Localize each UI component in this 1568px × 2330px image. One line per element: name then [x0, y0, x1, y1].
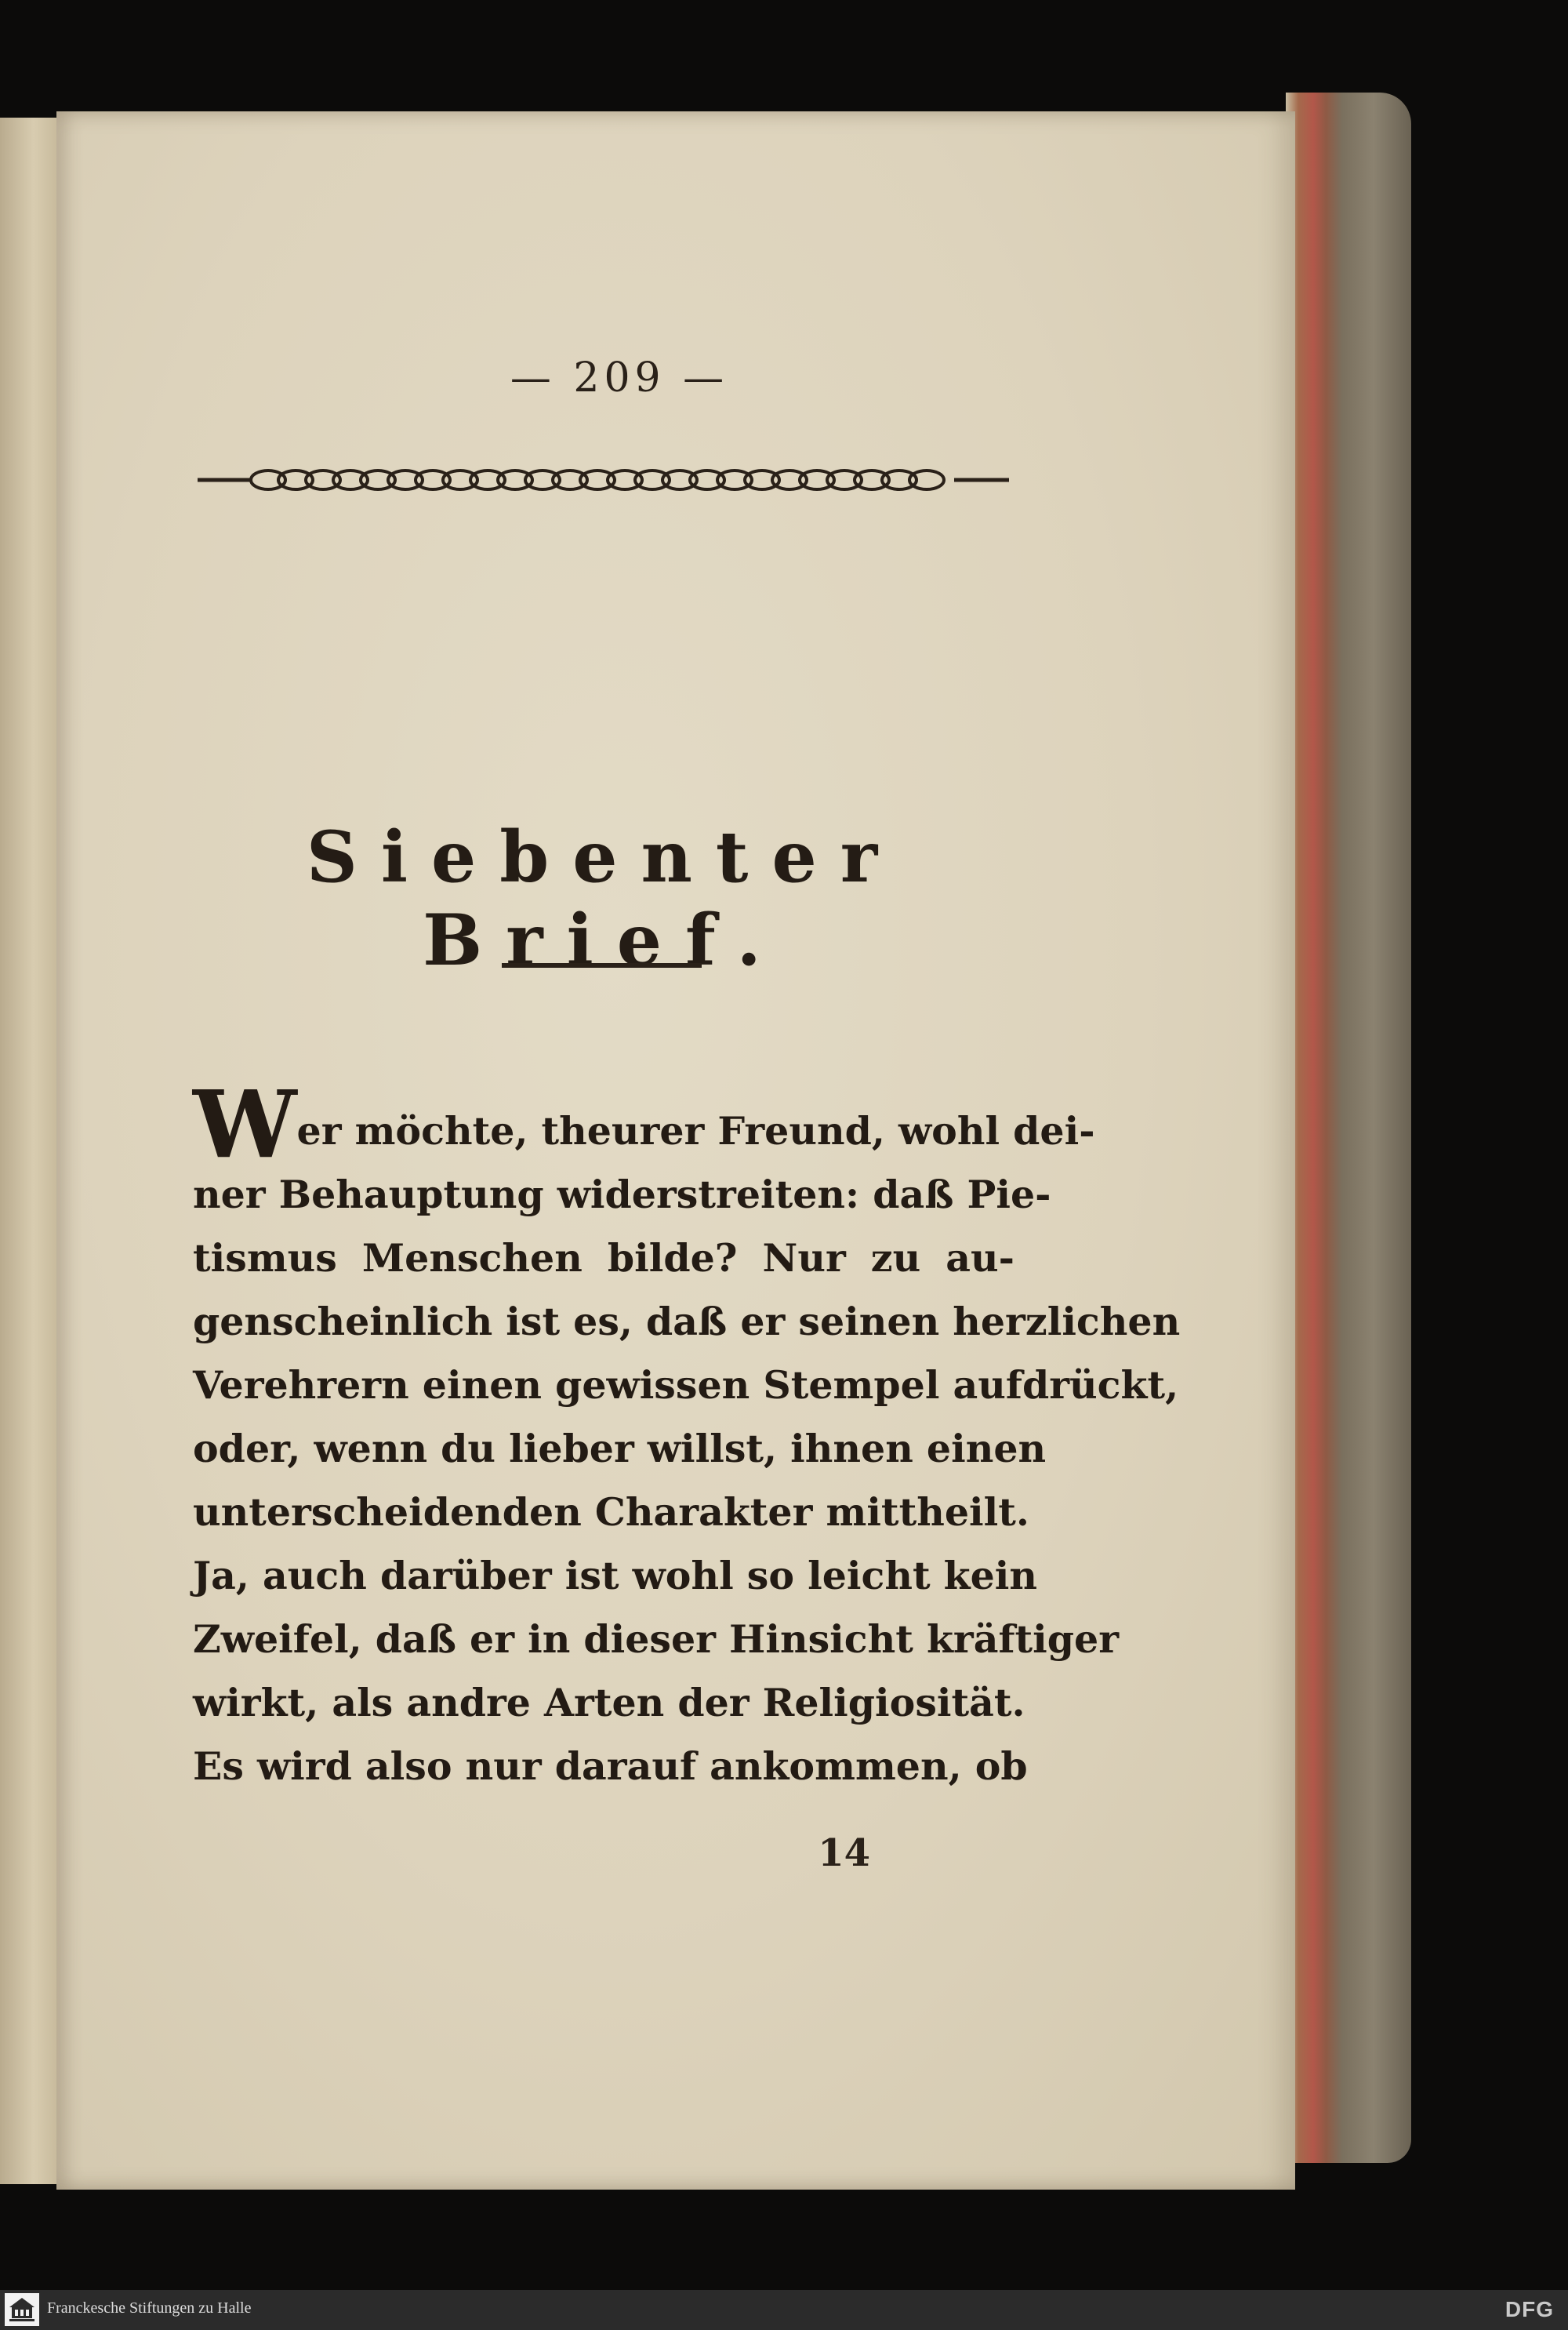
text-line-11: Es wird also nur darauf ankommen, ob	[193, 1743, 1028, 1789]
drop-initial: W	[193, 1070, 297, 1179]
body-text	[193, 1070, 1181, 1798]
text-line-9: Zweifel, daß er in dieser Hinsicht kräftiger	[193, 1616, 1120, 1662]
text-line-1-rest: er möchte, theurer Freund, wohl dei-	[296, 1108, 1095, 1154]
text-line-10: wirkt, als andre Arten der Religiosität.	[193, 1680, 1025, 1725]
chapter-heading: Siebenter Brief.	[306, 816, 902, 982]
institution-name: Franckesche Stiftungen zu Halle	[47, 2299, 252, 2317]
viewer-footer	[0, 2290, 1568, 2330]
text-line-1	[193, 1070, 1095, 1179]
dfg-logo: DFG	[1504, 2297, 1554, 2321]
text-line-8: Ja, auch darüber ist wohl so leicht kein	[193, 1553, 1038, 1598]
page-number: — 209 —	[510, 354, 729, 402]
text-line-3: tismus Menschen bilde? Nur zu au-	[193, 1235, 1014, 1281]
text-line-2: ner Behauptung widerstreiten: daß Pie-	[193, 1172, 1051, 1217]
text-line-6: oder, wenn du lieber willst, ihnen einen	[193, 1426, 1047, 1471]
signature-mark: 14	[818, 1831, 870, 1875]
heading-rule	[502, 963, 702, 968]
chain-ornament	[198, 463, 1009, 497]
facing-page-edge	[0, 118, 56, 2184]
text-line-5: Verehrern einen gewissen Stempel aufdrückt,	[193, 1362, 1179, 1408]
text-line-7: unterscheidenden Charakter mittheilt.	[193, 1489, 1029, 1535]
foundation-building-icon	[5, 2293, 39, 2326]
book-fore-edge	[1286, 93, 1411, 2163]
text-line-4: genscheinlich ist es, daß er seinen herzlichen	[193, 1299, 1181, 1344]
